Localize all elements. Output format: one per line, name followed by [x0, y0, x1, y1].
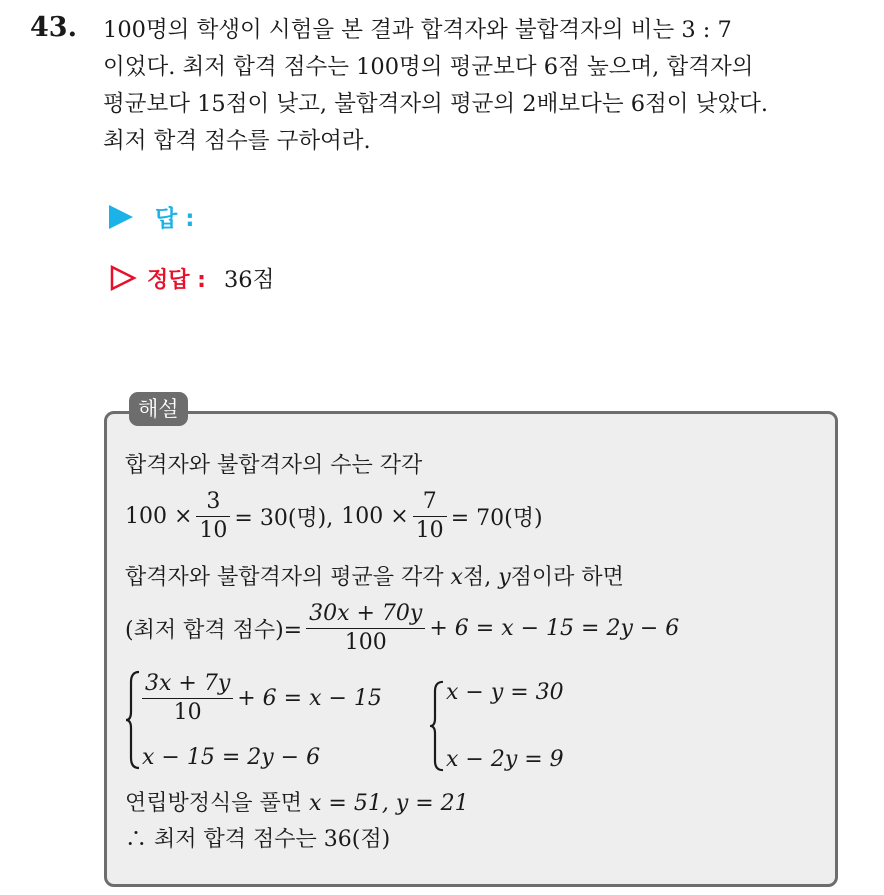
answer-label: 답 :	[155, 206, 195, 232]
system-equation: x − y = 30	[446, 680, 564, 705]
expr-text: 100 ×	[125, 504, 193, 529]
var-y: y	[498, 565, 511, 590]
fraction	[196, 488, 230, 545]
play-triangle-icon	[109, 205, 133, 229]
fraction-numerator: 7	[413, 488, 447, 517]
correct-answer-row	[109, 262, 274, 294]
fraction-denominator: 10	[173, 700, 202, 725]
system-lines	[142, 670, 382, 770]
question-line: 평균보다 15점이 낮고, 불합격자의 평균의 2배보다는 6점이 낮았다.	[103, 91, 769, 117]
fraction-numerator: 3	[196, 488, 230, 517]
fraction-denominator: 10	[415, 518, 444, 543]
expr-text: 점이라 하면	[510, 565, 624, 590]
left-brace-icon	[428, 680, 446, 772]
system-equation	[142, 670, 382, 727]
correct-answer-label: 정답 :	[147, 267, 206, 293]
expr-text: 점,	[462, 565, 492, 590]
question-line: 100명의 학생이 시험을 본 결과 합격자와 불합격자의 비는 3 : 7	[103, 17, 732, 43]
expr-math: x = 51, y = 21	[309, 791, 469, 816]
expr-text: = 70(명)	[450, 506, 543, 531]
question-line: 최저 합격 점수를 구하여라.	[103, 128, 371, 154]
solution-line-1: 합격자와 불합격자의 수는 각각	[125, 453, 423, 478]
solution-line-8: ∴ 최저 합격 점수는 36(점)	[125, 827, 391, 852]
question-text	[103, 12, 863, 160]
solution-tag: 해설	[129, 392, 188, 426]
solution-line-4	[125, 600, 679, 657]
question-number: 43.	[30, 12, 77, 43]
expr-text: 100 ×	[341, 504, 409, 529]
outline-triangle-icon	[109, 264, 137, 292]
solution-line-7	[125, 786, 469, 817]
fraction-numerator: 3x + 7y	[142, 670, 233, 699]
expr-text: + 6 = x − 15	[237, 686, 382, 711]
expr-text: 연립방정식을 풀면	[125, 791, 303, 816]
answer-row	[109, 200, 194, 233]
expr-text: = 30(명),	[234, 506, 334, 531]
system-equation: x − 2y = 9	[446, 747, 564, 772]
solution-line-2	[125, 488, 543, 545]
fraction	[306, 600, 425, 657]
expr-text: + 6 = x − 15 = 2y − 6	[429, 616, 680, 641]
fraction	[142, 670, 233, 727]
question-line: 이었다. 최저 합격 점수는 100명의 평균보다 6점 높으며, 합격자의	[103, 54, 754, 80]
fraction-denominator: 10	[199, 518, 228, 543]
solution-line-3	[125, 560, 624, 591]
system-lines	[446, 680, 564, 772]
correct-answer-value: 36점	[223, 267, 275, 293]
system-equation: x − 15 = 2y − 6	[142, 745, 321, 770]
expr-text: 합격자와 불합격자의 평균을 각각	[125, 565, 444, 590]
var-x: x	[450, 565, 463, 590]
equation-system-1	[124, 670, 382, 770]
left-brace-icon	[124, 670, 142, 770]
fraction-denominator: 100	[344, 630, 387, 655]
fraction	[413, 488, 447, 545]
expr-text: (최저 합격 점수)=	[125, 618, 303, 643]
fraction-numerator: 30x + 70y	[306, 600, 425, 629]
equation-system-2	[428, 680, 564, 772]
